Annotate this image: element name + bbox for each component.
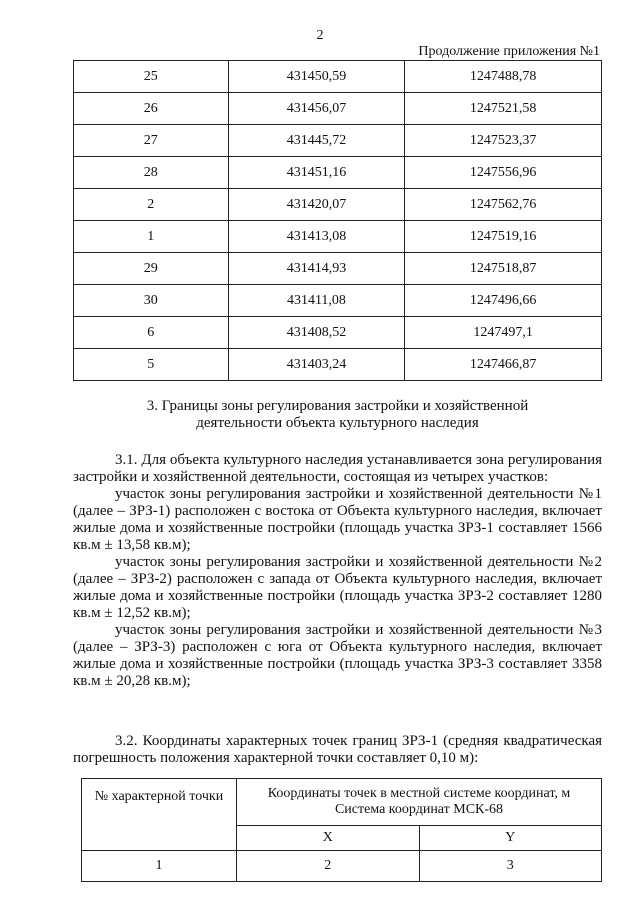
x-coordinate-cell: 431414,93 — [228, 253, 405, 285]
table-row — [74, 93, 602, 125]
table-row — [74, 285, 602, 317]
x-coordinate-cell: 431403,24 — [228, 349, 405, 381]
point-number-cell: 25 — [74, 61, 229, 93]
y-coordinate-cell: 1247518,87 — [405, 253, 602, 285]
paragraph-3-1: 3.1. Для объекта культурного наследия устанавливается зона регулирования застройки и хозяйственной деятельности, состоящая из четырех участков: — [73, 452, 602, 485]
coordinates-table-body — [74, 61, 602, 381]
section-3-heading-line1: 3. Границы зоны регулирования застройки и хозяйственной — [146, 398, 529, 414]
x-coordinate-cell: 431445,72 — [228, 125, 405, 157]
y-coordinate-cell: 1247466,87 — [405, 349, 602, 381]
point-number-cell: 1 — [74, 221, 229, 253]
point-number-cell: 2 — [74, 189, 229, 221]
x-coordinate-cell: 431408,52 — [228, 317, 405, 349]
y-coordinate-cell: 1247488,78 — [405, 61, 602, 93]
header-point-number: № характерной точки — [82, 779, 237, 851]
section-3-body — [73, 452, 602, 690]
x-coordinate-cell: 431451,16 — [228, 157, 405, 189]
x-coordinate-cell: 431413,08 — [228, 221, 405, 253]
x-coordinate-cell: 431450,59 — [228, 61, 405, 93]
paragraph-3-2-text: 3.2. Координаты характерных точек границ ЗРЗ-1 (средняя квадратическая погрешность положения характерной точки составляет 0,10 м): — [73, 733, 602, 766]
zrz1-coordinates-table — [81, 778, 602, 882]
y-coordinate-cell: 1247562,76 — [405, 189, 602, 221]
table-row — [74, 221, 602, 253]
x-coordinate-cell: 431420,07 — [228, 189, 405, 221]
column-index-3: 3 — [419, 851, 602, 882]
table-row — [74, 125, 602, 157]
x-coordinate-cell: 431456,07 — [228, 93, 405, 125]
y-coordinate-cell: 1247497,1 — [405, 317, 602, 349]
point-number-cell: 6 — [74, 317, 229, 349]
point-number-cell: 26 — [74, 93, 229, 125]
header-y: Y — [419, 826, 602, 851]
page-number: 2 — [316, 28, 324, 43]
paragraph-zrz-2: участок зоны регулирования застройки и хозяйственной деятельности №2 (далее – ЗРЗ-2) расположен с запада от Объекта культурного наследия, включает жилые дома и хозяйственные постройки (площадь участка ЗРЗ-2 составляет 1280 кв.м ± 12,52 кв.м); — [73, 554, 602, 621]
table-row — [74, 157, 602, 189]
paragraph-3-2 — [73, 733, 602, 767]
column-index-2: 2 — [237, 851, 420, 882]
y-coordinate-cell: 1247556,96 — [405, 157, 602, 189]
column-index-row — [82, 851, 602, 882]
point-number-cell: 5 — [74, 349, 229, 381]
table-row — [74, 349, 602, 381]
section-3-heading — [73, 398, 602, 432]
paragraph-zrz-1: участок зоны регулирования застройки и хозяйственной деятельности №1 (далее – ЗРЗ-1) расположен с востока от Объекта культурного наследия, включает жилые дома и хозяйственные постройки (площадь участка ЗРЗ-1 составляет 1566 кв.м ± 13,58 кв.м); — [73, 486, 602, 553]
x-coordinate-cell: 431411,08 — [228, 285, 405, 317]
point-number-cell: 29 — [74, 253, 229, 285]
point-number-cell: 28 — [74, 157, 229, 189]
header-coordinates-line1: Координаты точек в местной системе координат, м — [267, 786, 571, 801]
y-coordinate-cell: 1247519,16 — [405, 221, 602, 253]
section-3-heading-line2: деятельности объекта культурного наследия — [196, 415, 479, 431]
table-row — [74, 317, 602, 349]
table-row — [74, 61, 602, 93]
header-coordinates-line2: Система координат МСК-68 — [334, 802, 504, 817]
header-coordinates — [237, 779, 602, 826]
y-coordinate-cell: 1247523,37 — [405, 125, 602, 157]
point-number-cell: 27 — [74, 125, 229, 157]
coordinates-table — [73, 60, 602, 381]
y-coordinate-cell: 1247521,58 — [405, 93, 602, 125]
appendix-note: Продолжение приложения №1 — [418, 44, 600, 59]
header-x: X — [237, 826, 420, 851]
y-coordinate-cell: 1247496,66 — [405, 285, 602, 317]
table-row — [74, 189, 602, 221]
table-row — [74, 253, 602, 285]
header-row — [82, 779, 602, 826]
paragraph-zrz-3: участок зоны регулирования застройки и хозяйственной деятельности №3 (далее – ЗРЗ-3) расположен с юга от Объекта культурного наследия, включает жилые дома и хозяйственные постройки (площадь участка ЗРЗ-3 составляет 3358 кв.м ± 20,28 кв.м); — [73, 622, 602, 689]
column-index-1: 1 — [82, 851, 237, 882]
point-number-cell: 30 — [74, 285, 229, 317]
